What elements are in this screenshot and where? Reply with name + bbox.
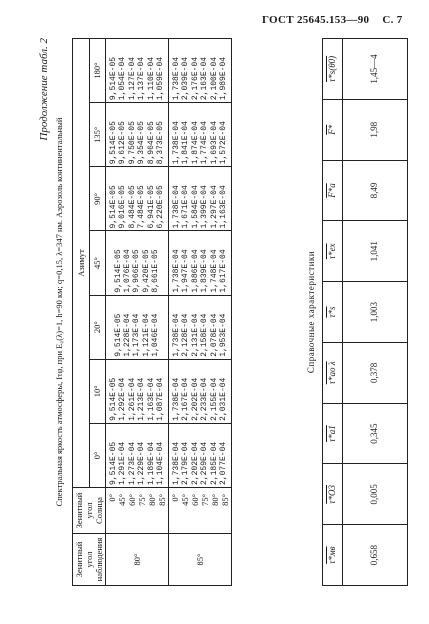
reference-symbol: τ*O3: [323, 464, 343, 525]
value-cell: 9,514E-05 1,076E-04 9,966E-05 9,420E-05 8,661E-05: [106, 231, 169, 295]
value-cell: 9,514E-05 1,291E-04 1,273E-04 1,229E-04 1,189E-04 1,104E-04: [106, 423, 169, 487]
value-cell: 9,514E-05 9,612E-05 9,750E-05 9,354E-05 8,964E-05 8,373E-05: [106, 103, 169, 167]
reference-symbol: τ*s(θ0): [323, 39, 343, 100]
table-row: [106, 39, 169, 586]
value-cell: 1,738E-04 2,167E-04 2,202E-04 2,233E-04 2,155E-04 2,031E-04: [169, 359, 232, 423]
reference-value: 1,98: [342, 99, 407, 160]
reference-value: 0,005: [342, 464, 407, 525]
reference-symbol: F*: [323, 99, 343, 160]
az-header: 90°: [89, 167, 106, 231]
value-cell: 9,514E-05 1,054E-04 1,127E-04 1,137E-04 1,110E-04 1,059E-04: [106, 39, 169, 103]
zenith-obs-cell: 85°: [169, 534, 232, 586]
brightness-table: [72, 38, 232, 586]
zenith-obs-cell: 80°: [106, 534, 169, 586]
value-cell: 1,738E-04 1,947E-04 1,886E-04 1,839E-04 1,748E-04 1,617E-04: [169, 231, 232, 295]
continuation-label: Продолжение табл. 2: [38, 38, 50, 141]
reference-value: 1,003: [342, 282, 407, 343]
az-header: 135°: [89, 103, 106, 167]
value-cell: 9,514E-05 1,228E-04 1,173E-04 1,121E-04 1,046E-04: [106, 295, 169, 359]
reference-symbol: τ*ex: [323, 221, 343, 282]
az-header: 20°: [89, 295, 106, 359]
az-header: 45°: [89, 231, 106, 295]
reference-value: 8,49: [342, 160, 407, 221]
table-row: [169, 39, 232, 586]
value-cell: 9,514E-05 1,292E-04 1,261E-04 1,213E-04 1,163E-04 1,087E-04: [106, 359, 169, 423]
reference-value: 1,041: [342, 221, 407, 282]
reference-value: 0,658: [342, 525, 407, 586]
value-cell: 1,738E-04 2,179E-04 2,202E-04 2,259E-04 2,185E-04 2,077E-04: [169, 423, 232, 487]
rotated-table-sheet: [38, 32, 423, 592]
value-cell: 1,738E-04 1,671E-04 1,584E-04 1,399E-04 1,297E-04 1,163E-04: [169, 167, 232, 231]
value-cell: 1,738E-04 2,128E-04 2,131E-04 2,158E-04 2,078E-04 1,953E-04: [169, 295, 232, 359]
reference-title: Справочные характеристики: [306, 250, 316, 374]
reference-symbol: τ*a1: [323, 403, 343, 464]
page-number: С. 7: [382, 14, 403, 26]
reference-symbol: τ*ao λ: [323, 342, 343, 403]
header-zenith-obs: Зенитный угол наблюдения: [73, 534, 106, 586]
reference-symbol: τ*s: [323, 282, 343, 343]
header-zenith-sun: Зенитный угол Солнца: [73, 488, 106, 534]
reference-value: 0,378: [342, 342, 407, 403]
value-cell: 9,514E-05 9,016E-05 8,484E-05 7,484E-05 6,941E-05 6,220E-05: [106, 167, 169, 231]
table-caption: Спектральная яркость атмосферы, Iτφ, при E₀(λ)=1, h=90 км; q=0,15, λ=347 нм. Аэрозоль континентальный: [54, 117, 64, 507]
reference-symbol: F*a: [323, 160, 343, 221]
header-azimuth: Азимут: [73, 39, 90, 488]
value-cell: 1,738E-04 1,841E-04 1,874E-04 1,774E-04 1,693E-04 1,572E-04: [169, 103, 232, 167]
zenith-sun-cell: 0° 45° 60° 75° 80° 85°: [169, 488, 232, 534]
page-header: [262, 14, 422, 26]
standard-number: ГОСТ 25645.153—90: [262, 14, 370, 26]
reference-value: 1,45—4: [342, 39, 407, 100]
az-header: 180°: [89, 39, 106, 103]
reference-table: [322, 38, 408, 586]
reference-value: 0,345: [342, 403, 407, 464]
value-cell: 1,738E-04 2,039E-04 2,176E-04 2,163E-04 2,100E-04 1,989E-04: [169, 39, 232, 103]
reference-symbol: τ*мв: [323, 525, 343, 586]
zenith-sun-cell: 0° 45° 60° 75° 80° 85°: [106, 488, 169, 534]
az-header: 10°: [89, 359, 106, 423]
az-header: 0°: [89, 423, 106, 487]
